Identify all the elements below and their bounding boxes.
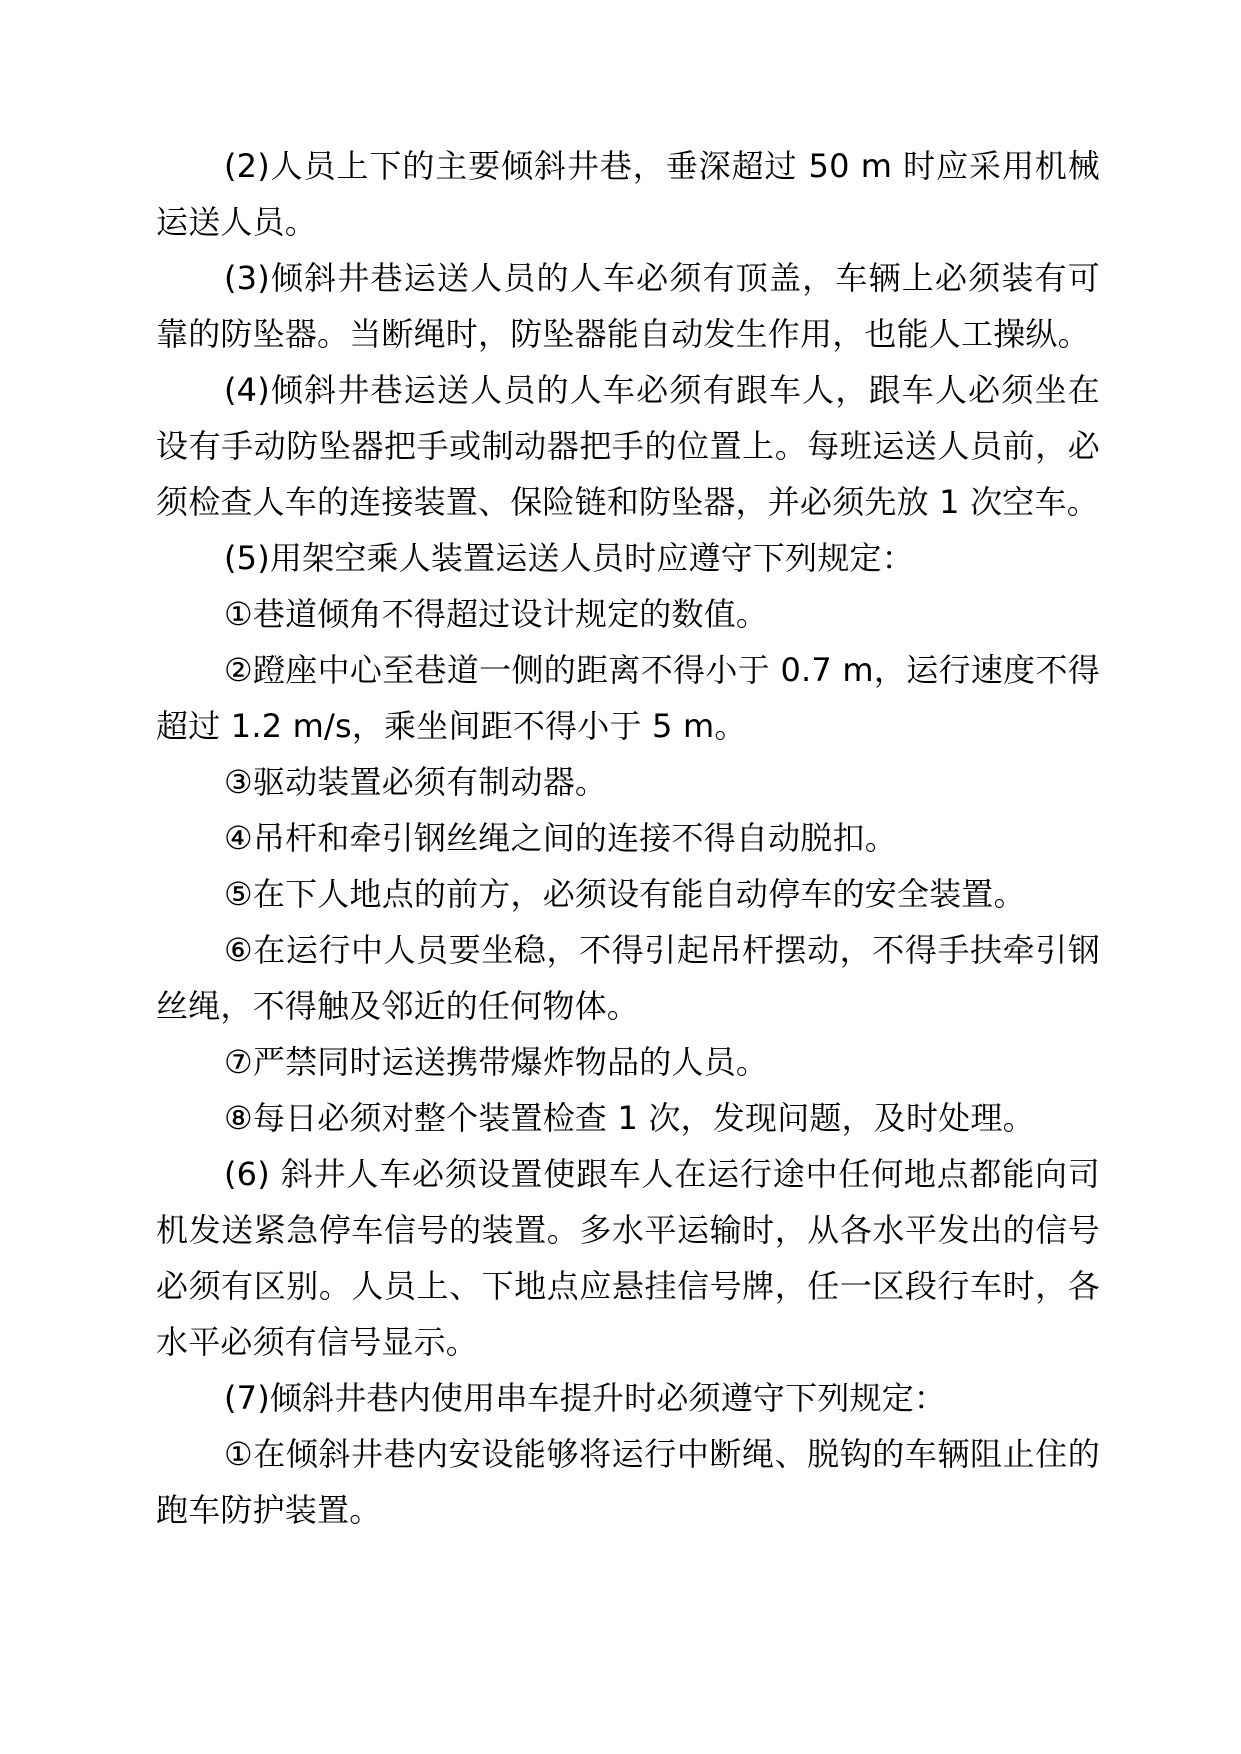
rule-5-3-brake: ③驱动装置必须有制动器。 bbox=[224, 763, 608, 801]
rule-7-1-runaway-protection: ①在倾斜井巷内安设能够将运行中断绳、脱钩的车辆阻止住的跑车防护装置。 bbox=[156, 1435, 1100, 1529]
paragraph-5-overhead-rider-rules: (5)用架空乘人装置运送人员时应遵守下列规定： bbox=[224, 539, 914, 577]
rule-5-6-sit-steady: ⑥在运行中人员要坐稳，不得引起吊杆摆动，不得手扶牵引钢丝绳，不得触及邻近的任何物体。 bbox=[156, 931, 1100, 1025]
paragraph-2-mechanical-transport: (2)人员上下的主要倾斜井巷，垂深超过 50 m 时应采用机械运送人员。 bbox=[156, 147, 1100, 241]
paragraph-4-car-attendant: (4)倾斜井巷运送人员的人车必须有跟车人，跟车人必须坐在设有手动防坠器把手或制动器把手的位置上。每班运送人员前，必须检查人车的连接装置、保险链和防坠器，并必须先放 1 次空车。 bbox=[156, 371, 1100, 521]
rule-5-1-incline-angle: ①巷道倾角不得超过设计规定的数值。 bbox=[224, 595, 769, 633]
rule-5-4-hanger-connection: ④吊杆和牵引钢丝绳之间的连接不得自动脱扣。 bbox=[224, 819, 897, 857]
rule-5-5-auto-stop: ⑤在下人地点的前方，必须设有能自动停车的安全装置。 bbox=[224, 875, 1026, 913]
rule-5-8-daily-inspection: ⑧每日必须对整个装置检查 1 次，发现问题，及时处理。 bbox=[224, 1099, 1035, 1137]
paragraph-7-tram-hoisting-rules: (7)倾斜井巷内使用串车提升时必须遵守下列规定： bbox=[224, 1379, 947, 1417]
paragraph-3-car-roof-anti-fall: (3)倾斜井巷运送人员的人车必须有顶盖，车辆上必须装有可靠的防坠器。当断绳时，防坠器能自动发生作用，也能人工操纵。 bbox=[156, 259, 1100, 353]
paragraph-6-emergency-signal: (6) 斜井人车必须设置使跟车人在运行途中任何地点都能向司机发送紧急停车信号的装置。多水平运输时，从各水平发出的信号必须有区别。人员上、下地点应悬挂信号牌，任一区段行车时，各水平必须有信号显示。 bbox=[156, 1155, 1100, 1361]
rule-5-7-no-explosives: ⑦严禁同时运送携带爆炸物品的人员。 bbox=[224, 1043, 769, 1081]
document-page bbox=[156, 138, 1100, 1538]
rule-5-2-seat-distance-speed: ②蹬座中心至巷道一侧的距离不得小于 0.7 m，运行速度不得超过 1.2 m/s，乘坐间距不得小于 5 m。 bbox=[156, 651, 1100, 745]
